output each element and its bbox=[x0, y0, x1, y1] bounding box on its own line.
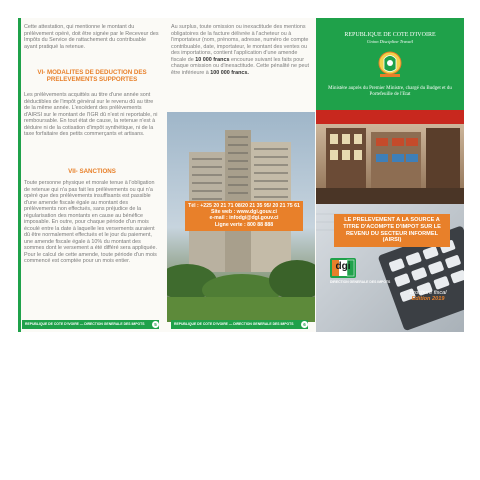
contact-box bbox=[185, 201, 303, 231]
panel-left bbox=[18, 18, 166, 332]
footer-left-text: REPUBLIQUE DE COTE D'IVOIRE — DIRECTION GENERALE DES IMPOTS bbox=[25, 322, 145, 326]
ministry-name: Ministère auprès du Premier Ministre, chargé du Budget et du Portefeuille de l'Etat bbox=[328, 86, 452, 97]
edition-brochure: Brochure fiscal bbox=[409, 290, 447, 296]
cover-header bbox=[316, 18, 464, 110]
contact-email[interactable]: e-mail : infodgi@dgi.gouv.ci bbox=[209, 215, 279, 222]
cover-title: LE PRELEVEMENT A LA SOURCE A TITRE D'ACOMPTE D'IMPOT SUR LE REVENU DU SECTEUR INFORMEL (AIRSI) bbox=[334, 214, 450, 247]
contact-website[interactable]: Site web : www.dgi.gouv.ci bbox=[211, 209, 277, 216]
shop-photo bbox=[316, 110, 464, 204]
republic-motto: Union Discipline Travail bbox=[367, 39, 413, 44]
section7-paragraph: Toute personne physique et morale tenue à l'obligation de retenue qui n'a pas fait les prélèvements ou qui n'a opéré que des prélèvements insuffisants est passible d'une amende fiscale égale au montant des prélèvements non effectués, sans préjudice de la régularisation des montants en cause au bénéfice imposable. En outre, pour chaque période d'un mois écoulé entre la date à laquelle les versements auraient dû être normalement effectués et le jour du paiement, une amende fiscale égale à 10% du montant des sommes dont le versement a été différé sera appliquée. Pour le calcul de cette amende, toute période d'un mois commencé est comptée pour un mois entier. bbox=[24, 180, 157, 264]
footer-middle-text: REPUBLIQUE DE COTE D'IVOIRE — DIRECTION GENERALE DES IMPOTS bbox=[174, 322, 294, 326]
section6-paragraph: Les prélèvements acquittés au titre d'une année sont déductibles de l'impôt général sur le revenu dû au titre de la même année. L'excédent des prélèvements d'AIRSI sur le montant de l'IGR dû n'est ni reportable, ni remboursable. En tout état de cause, la retenue n'est à déduire ni de la cotisation d'impôt synthétique, ni de la taxe forfaitaire des petits commerçants et artisans. bbox=[24, 92, 158, 137]
page-number-5: 5 bbox=[152, 321, 159, 328]
penalty-text-mid: encourue suivant les faits pour chaque omission ou d'inexactitude. Cette pénalité ne peut être inférieure à bbox=[171, 56, 309, 76]
penalty-amount-fine: 10 000 francs bbox=[195, 56, 230, 63]
section6-heading: VI- MODALITES DE DEDUCTION DES PRELEVEMENTS SUPPORTES bbox=[37, 69, 147, 83]
penalty-amount-min: 100 000 francs. bbox=[210, 69, 249, 76]
penalty-text-start: Au surplus, toute omission ou inexactitude des mentions obligatoires de la facture délivrée à l'acheteur ou à l'importateur (nom, prénoms, adresse, numéro de compte contribuable, date, importateur, le montant des ventes ou des importations, contient l'application d'une amende fiscale de bbox=[171, 24, 309, 63]
edition-year: Edition 2019 bbox=[411, 296, 445, 302]
flag-stripe-left bbox=[18, 18, 21, 332]
dgi-logo bbox=[330, 258, 391, 286]
panel-middle bbox=[167, 18, 315, 332]
dgi-logo-letters: dgi bbox=[335, 261, 351, 272]
shop-illustration bbox=[316, 110, 464, 204]
dgi-name: DIRECTION GENERALE DES IMPOTS bbox=[330, 280, 391, 284]
penalty-paragraph bbox=[171, 24, 309, 76]
page-number-6: 6 bbox=[301, 321, 308, 328]
coat-of-arms bbox=[373, 49, 407, 79]
contact-phone: Tél : +225 20 21 71 08/20 21 35 95/ 20 21 75 61 bbox=[188, 203, 300, 209]
section7-heading: VII- SANCTIONS bbox=[68, 168, 116, 175]
panel-cover bbox=[316, 18, 464, 332]
brochure-sheet bbox=[18, 18, 464, 332]
footer-middle bbox=[171, 320, 308, 329]
edition-box bbox=[398, 290, 458, 302]
coat-of-arms-icon bbox=[373, 49, 407, 79]
contact-green-line: Ligne verte : 800 88 888 bbox=[214, 221, 274, 228]
footer-left bbox=[22, 320, 159, 329]
intro-paragraph: Cette attestation, qui mentionne le montant du prélèvement opéré, doit être signée par le Receveur des Impôts du Service de rattachement du contribuable ayant pratiqué la retenue. bbox=[24, 24, 159, 50]
republic-title: REPUBLIQUE DE COTE D'IVOIRE bbox=[344, 32, 436, 38]
